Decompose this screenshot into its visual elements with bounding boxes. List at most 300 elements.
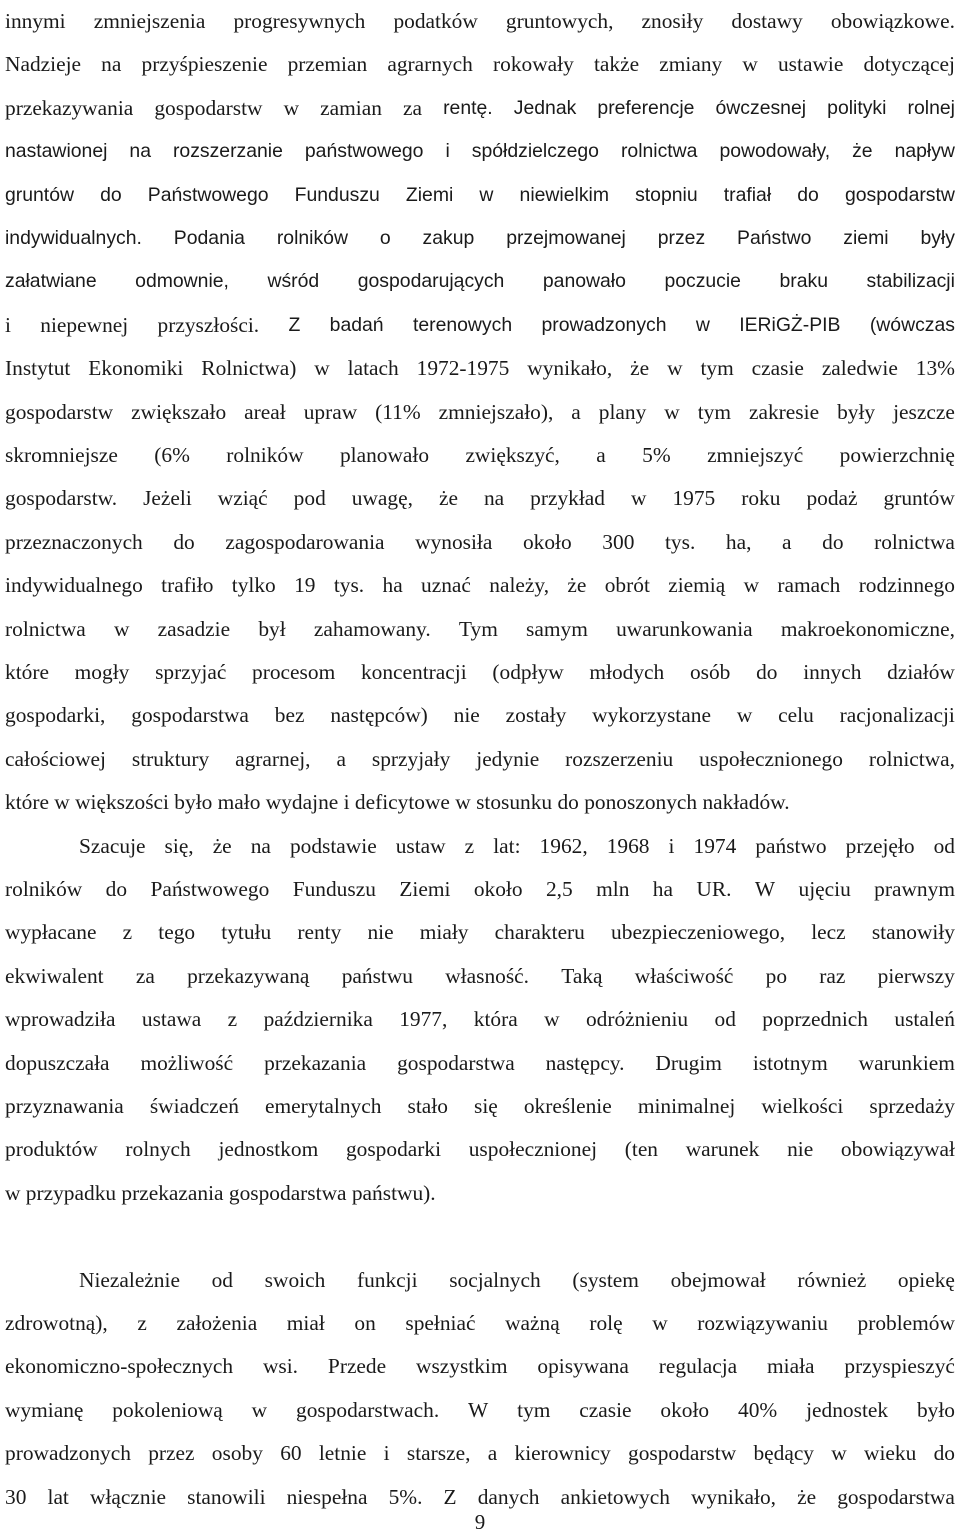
text-line (5, 825, 955, 868)
word: uznać (421, 573, 471, 598)
word: państwo (755, 833, 827, 858)
word: wielkości (761, 1094, 844, 1118)
word: i (383, 1441, 390, 1466)
word: zmniejszenia (93, 9, 206, 33)
word: ziemią (668, 573, 726, 598)
word: Ziemi (399, 877, 451, 901)
word: Państwowego (150, 877, 270, 901)
word: z (137, 1311, 147, 1335)
word: 1977, (399, 1007, 448, 1032)
word: jednostkom (218, 1137, 319, 1162)
word: napływ (894, 140, 955, 163)
word: ważną (505, 1311, 560, 1335)
word: sprzyjać (155, 660, 227, 684)
text-line (5, 998, 955, 1041)
word: zahamowany. (313, 616, 431, 641)
word: skromniejsze (5, 443, 118, 467)
word: 60 (280, 1441, 302, 1466)
word: rozszerzanie (172, 140, 283, 163)
word: młodych (589, 660, 665, 684)
word: indywidualnych. (5, 227, 142, 249)
word: przeznaczonych (5, 529, 143, 554)
word: rozszerzeniu (565, 746, 674, 771)
word: i (445, 140, 450, 163)
word: warunkiem (858, 1050, 955, 1075)
word: na (483, 486, 505, 511)
word: wsi. (262, 1354, 299, 1379)
word: IERiGŻ-PIB (739, 313, 841, 336)
word: ujęciu (798, 877, 851, 901)
word: będący (753, 1441, 815, 1466)
word: za (135, 963, 155, 988)
word: które (5, 660, 49, 684)
word: plany (598, 399, 647, 424)
word: Tym (458, 616, 498, 641)
word: w (631, 486, 647, 511)
word: włącznie (90, 1484, 167, 1509)
text-line (5, 694, 955, 737)
word: z (464, 833, 475, 858)
word: własność. (445, 963, 530, 988)
word: w (695, 313, 710, 336)
word: przejmowanej (506, 227, 626, 249)
text-line (5, 43, 955, 86)
word: zmniejszyć (707, 443, 804, 467)
word: Nadzieje (5, 52, 82, 77)
word: samym (526, 616, 588, 641)
word: podaż (806, 486, 858, 511)
word: na (101, 52, 122, 77)
word: ankietowych (560, 1484, 670, 1509)
text-line: w przypadku przekazania gospodarstwa państwu). (5, 1180, 436, 1205)
word: określenie (523, 1094, 612, 1118)
word: uspołecznionego (699, 746, 843, 771)
text-line (5, 1128, 955, 1171)
word: stało (407, 1094, 448, 1118)
text-line (5, 391, 955, 434)
word: znosiły (641, 9, 704, 33)
word: danych (477, 1484, 540, 1509)
word: do (756, 660, 778, 684)
text-line (5, 564, 955, 607)
text-line (5, 260, 955, 303)
word: przyznawania (5, 1094, 124, 1118)
word: miały (419, 920, 469, 945)
word: rokowały (493, 52, 574, 77)
word: celu (778, 703, 814, 728)
word: istotnym (752, 1050, 828, 1075)
word: Przede (327, 1354, 387, 1379)
text-line (5, 868, 955, 911)
word: przejęło (845, 833, 915, 858)
word: dotyczącej (863, 52, 955, 77)
word: nastawionej (5, 140, 108, 163)
word: rolnictwa (620, 140, 698, 163)
word: właściwość (634, 963, 734, 988)
word: Funduszu (292, 877, 376, 901)
word: ziemi (843, 227, 889, 249)
word: stanowili (187, 1484, 266, 1509)
word: terenowych (412, 313, 513, 336)
page-number: 9 (474, 1510, 486, 1534)
word: W (754, 877, 776, 901)
word: przyspieszyć (844, 1354, 955, 1379)
word: 2,5 (545, 877, 573, 901)
word: się, (164, 833, 194, 858)
word: ha, (725, 529, 752, 554)
word: do (797, 183, 819, 206)
word: sprzyjały (371, 746, 451, 771)
word: makroekonomiczne, (780, 616, 955, 641)
word: struktury (131, 746, 210, 771)
word: Z (288, 313, 301, 336)
text-line (5, 955, 955, 998)
word: ha (652, 877, 673, 901)
text-line (5, 1259, 955, 1302)
word: minimalnej (637, 1094, 736, 1118)
word: trafiał (723, 183, 772, 206)
word: Ziemi (405, 183, 454, 206)
word: agrarnej, (235, 746, 311, 771)
word: zakup (422, 227, 475, 249)
word: wziąć (217, 486, 268, 511)
word: rolnej (907, 96, 955, 119)
word: warunek (685, 1137, 760, 1162)
word: w (283, 95, 300, 120)
word: UR. (696, 877, 732, 901)
word: innymi (5, 9, 66, 33)
word: że (567, 573, 587, 598)
word: stopniu (635, 183, 698, 206)
word: po (765, 963, 788, 988)
word: rolnictwa (874, 529, 955, 554)
word: w (664, 399, 680, 424)
text-line (5, 130, 955, 173)
word: zaledwie (821, 356, 898, 381)
word: tego (158, 920, 196, 945)
text-line (5, 651, 955, 694)
word: starsze, (406, 1441, 471, 1466)
word: i (668, 833, 675, 858)
word: progresywnych (233, 9, 366, 33)
word: przekazywaną (187, 963, 310, 988)
word: preferencje (597, 96, 695, 119)
word: Ekonomiki (88, 356, 184, 381)
word: rolników (276, 227, 348, 249)
word: tys. (333, 573, 365, 598)
text-line (5, 434, 955, 477)
word: w (652, 1311, 668, 1335)
word: obowiązywał (840, 1137, 955, 1162)
word: zdrowotną), (5, 1311, 108, 1335)
word: 1968 (606, 833, 650, 858)
word: trafiło (161, 573, 214, 598)
word: pierwszy (877, 963, 955, 988)
word: były (837, 399, 876, 424)
word: założenia (176, 1311, 258, 1335)
word: 300 (602, 529, 635, 554)
word: roku (741, 486, 781, 511)
word: o (379, 227, 391, 249)
word: ustawie (777, 52, 844, 77)
word: Niezależnie (79, 1267, 180, 1292)
word: planowało (339, 443, 430, 467)
word: bez (274, 703, 305, 728)
word: ekwiwalent (5, 963, 104, 988)
word: załatwiane (5, 270, 97, 293)
word: Państwowego (147, 183, 269, 206)
word: niepewnej (40, 312, 129, 337)
word: gospodarstw (5, 399, 114, 424)
word: na (129, 140, 151, 163)
word: opiekę (897, 1267, 955, 1292)
word: socjalnych (449, 1267, 541, 1292)
word: w (251, 1397, 268, 1422)
word: że (438, 486, 458, 511)
word: tym (697, 399, 732, 424)
text-line (5, 1042, 955, 1085)
text-line (5, 0, 955, 43)
word: renty (297, 920, 342, 945)
word: że (797, 1484, 817, 1509)
text-line (5, 174, 955, 217)
word: Rolnictwa) (201, 356, 297, 381)
word: letnie (318, 1441, 367, 1466)
word: następcy. (545, 1050, 625, 1075)
word: sprzedaży (869, 1094, 955, 1118)
word: 13% (915, 356, 955, 381)
word: świadczeń (149, 1094, 239, 1118)
word: przemian (287, 52, 368, 77)
word: emerytalnych (265, 1094, 382, 1118)
word: do (105, 877, 128, 901)
word: mln (596, 877, 630, 901)
word: w (667, 356, 683, 381)
word: rozwiązywaniu (697, 1311, 828, 1335)
word: opisywana (537, 1354, 629, 1379)
word: Taką (561, 963, 603, 988)
text-line: które w większości było mało wydajne i deficytowe w stosunku do ponoszonych nakładów. (5, 790, 790, 815)
word: od (933, 833, 955, 858)
word: ubezpieczeniowego, (611, 920, 786, 945)
word: na (250, 833, 271, 858)
word: 1972-1975 (416, 356, 510, 381)
text-line (5, 1432, 955, 1475)
word: 40% (738, 1397, 778, 1422)
word: do (822, 529, 844, 554)
word: w (114, 616, 130, 641)
word: nie (787, 1137, 814, 1162)
word: rolnych (125, 1137, 191, 1162)
word: (odpływ (492, 660, 564, 684)
word: podstawie (289, 833, 377, 858)
word: pokoleniową (112, 1397, 223, 1422)
text-line (5, 521, 955, 564)
word: indywidualnego (5, 573, 143, 598)
word: państwu (341, 963, 413, 988)
word: wynosiła (415, 529, 493, 554)
word: ustaleń (894, 1007, 955, 1032)
word: stanowiły (871, 920, 955, 945)
word: prowadzonych (5, 1441, 131, 1466)
word: spełniać (405, 1311, 476, 1335)
word: Jednak (513, 96, 577, 119)
word: rolę (589, 1311, 623, 1335)
word: od (211, 1267, 233, 1292)
word: jedynie (476, 746, 540, 771)
word: Funduszu (294, 183, 380, 206)
word: gospodarstwach. (296, 1397, 440, 1422)
word: latach (347, 356, 399, 381)
word: funkcji (356, 1267, 418, 1292)
word: państwowego (304, 140, 424, 163)
word: do (100, 183, 122, 206)
word: (11% (375, 399, 421, 424)
word: przez (657, 227, 706, 249)
word: czasie (751, 356, 804, 381)
word: Jeżeli (143, 486, 192, 511)
word: gospodarstw (154, 95, 263, 120)
word: gospodarstwa (397, 1050, 515, 1075)
word: badań (329, 313, 384, 336)
word: (6% (154, 443, 190, 467)
word: 30 (5, 1484, 27, 1509)
word: nie (367, 920, 394, 945)
word: 1975 (672, 486, 716, 511)
word: spółdzielczego (471, 140, 599, 163)
word: problemów (857, 1311, 955, 1335)
word: (wówczas (869, 313, 955, 336)
word: Szacuje (79, 833, 146, 858)
word: miała (767, 1354, 815, 1379)
word: wśród (267, 270, 320, 293)
word: gospodarstw. (5, 486, 118, 511)
word: działów (887, 660, 955, 684)
text-line (5, 477, 955, 520)
word: innych (803, 660, 862, 684)
word: powodowały, (719, 140, 831, 163)
blank-line (5, 1215, 955, 1258)
word: Drugim (655, 1050, 722, 1075)
word: w (742, 52, 758, 77)
word: jednostek (806, 1397, 889, 1422)
word: wykorzystane (592, 703, 711, 728)
word: lat (47, 1484, 69, 1509)
word: rodzinnego (858, 573, 955, 598)
word: również (797, 1267, 867, 1292)
word: przekazania (264, 1050, 367, 1075)
word: obowiązkowe. (830, 9, 955, 33)
text-line (5, 911, 955, 954)
word: się (474, 1094, 498, 1118)
word: panowało (542, 270, 626, 293)
word: Państwo (737, 227, 812, 249)
word: tylko (231, 573, 276, 598)
word: wprowadziła (5, 1007, 116, 1032)
text-line (5, 1389, 955, 1432)
word: zwiększyć, (465, 443, 560, 467)
text-line (5, 304, 955, 347)
word: około (473, 877, 523, 901)
word: koncentracji (360, 660, 467, 684)
word: a (596, 443, 606, 467)
word: ustawa (141, 1007, 202, 1032)
word: ramach (777, 573, 841, 598)
word: z (122, 920, 133, 945)
word: która (473, 1007, 518, 1032)
word: racjonalizacji (839, 703, 955, 728)
word: powierzchnię (839, 443, 955, 467)
word: uwarunkowania (616, 616, 753, 641)
word: należy, (489, 573, 550, 598)
word: tytułu (221, 920, 272, 945)
text-line (5, 738, 955, 781)
word: był (258, 616, 286, 641)
word: gospodarstwa (837, 1484, 955, 1509)
word: 1974 (693, 833, 737, 858)
word: poprzednich (762, 1007, 869, 1032)
word: że (852, 140, 873, 163)
word: zmiany (659, 52, 723, 77)
word: w (743, 573, 760, 598)
word: tys. (664, 529, 696, 554)
word: rentę. (443, 96, 493, 119)
word: czasie (579, 1397, 632, 1422)
word: prowadzonych (541, 313, 667, 336)
word: Podania (173, 227, 245, 249)
word: całościowej (5, 746, 106, 771)
word: obrót (604, 573, 650, 598)
word: 5%. (388, 1484, 423, 1509)
word: a (336, 746, 346, 771)
word: on (354, 1311, 376, 1335)
word: mogły (74, 660, 130, 684)
word: uwagę, (351, 486, 413, 511)
word: areał (244, 399, 286, 424)
text-line (5, 1085, 955, 1128)
word: nie (453, 703, 480, 728)
word: gospodarki, (5, 703, 106, 728)
word: 19 (294, 573, 316, 598)
word: wieku (864, 1441, 917, 1466)
word: lat: (493, 833, 521, 858)
word: agrarnych (387, 52, 473, 77)
word: około (522, 529, 572, 554)
word: wymianę (5, 1397, 84, 1422)
word: przykład (530, 486, 605, 511)
word: kierownicy (514, 1441, 611, 1466)
text-line (5, 217, 955, 260)
word: wynikało, (691, 1484, 776, 1509)
word: a (487, 1441, 498, 1466)
word: jeszcze (893, 399, 955, 424)
word: ówczesnej (715, 96, 807, 119)
word: około (660, 1397, 710, 1422)
word: gospodarstwa (131, 703, 249, 728)
word: tym (517, 1397, 551, 1422)
word: do (933, 1441, 955, 1466)
word: gospodarstw (844, 183, 955, 206)
word: uspołecznionej (468, 1137, 598, 1162)
text-line (5, 1302, 955, 1345)
word: dostawy (731, 9, 803, 33)
word: że (212, 833, 232, 858)
word: Z (443, 1484, 457, 1509)
word: przyśpieszenie (141, 52, 268, 77)
word: do (173, 529, 195, 554)
word: zasadzie (157, 616, 231, 641)
word: w (736, 703, 753, 728)
